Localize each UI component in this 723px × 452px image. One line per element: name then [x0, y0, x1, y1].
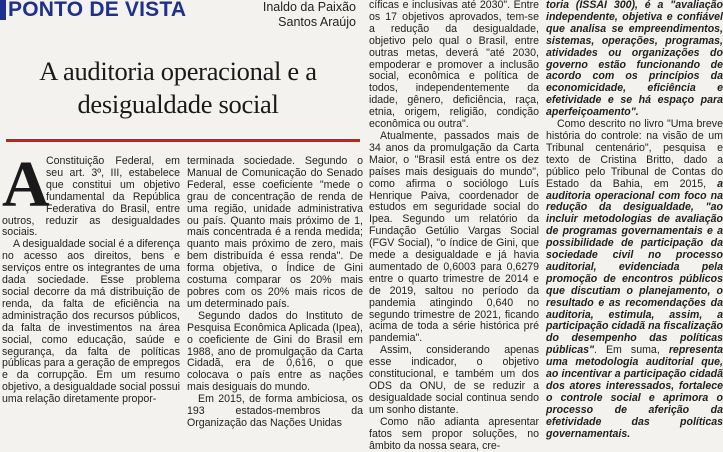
paragraph: Atualmente, passados mais de 34 anos da promulgação da Carta Maior, o "Brasil está entre os dez países mais desiguais do mundo", como afirma o sociólogo Luís Henrique Paiva, coordenador de estudos em seguridade social do Ipea. Segundo um relatório da Fundação Getúlio Vargas Social (FGV Social), "o índice de Gini, que mede a desigualdade e já havia aumentado de 0,6003 para 0,6279 entre o quarto trimestre de 2014 e de 2019, saltou no período da pandemia atingindo 0,640 no segundo trimestre de 2021, ficando acima de toda a série histórica pré pandemia".: [369, 129, 539, 345]
article-title: [14, 55, 342, 121]
paragraph: A desigualdade social é a diferença no acesso aos direitos, bens e serviços entre os integrantes de uma dada sociedade. Esse problema social decorre da má distribuição de renda, da falta de eficiência na administração dos recursos públicos, da falta de investimentos na área social, como educação, saúde e segurança, da falta de políticas públicas para a geração de empregos e da corrupção. Em um resumo objetivo, a desigualdade social possui uma relação diretamente propor-: [2, 238, 180, 406]
paragraph-emphasis: a auditoria operacional com foco na redução da desigualdade, "ao incluir metodologias de avaliação de programas governamentais e a possibilidade de participação da sociedade civil no processo auditorial, evidenciada pela promoção de encontros públicos que discutiam o planejamento, o resultado e as recomendações da auditoria, estimula, assim, a participação cidadã na fiscalização do desempenho das políticas públicas": [546, 177, 723, 357]
article-title-line1: A auditoria operacional e a: [39, 56, 317, 86]
paragraph: Como não adianta apresentar fatos sem propor soluções, no âmbito da nossa seara, cre-: [369, 415, 539, 452]
paragraph-emphasis: toria (ISSAI 300), é a "avaliação independente, objetiva e confiável que analisa se empreendimentos, sistemas, operações, programas, atividades ou organizações do governo estão funcionando de acordo com os princípios da economicidade, eficiência e efetividade e se há espaço para aperfeiçoamento".: [546, 0, 723, 119]
author-name-line2: Santos Araújo: [278, 15, 356, 29]
paragraph-emphasis: representa uma metodologia auditorial que, ao incentivar a participação cidadã dos atores interessados, fortalece o controle social e aprimora o processo de aferição da efetividade das políticas governamentais.: [546, 344, 723, 440]
paragraph: Em 2015, de forma ambiciosa, os 193 estados-membros da Organização das Nações Unidas: [187, 393, 363, 429]
text-column-1: [2, 148, 180, 406]
paragraph: [2, 148, 180, 239]
paragraph-text: Constituição Federal, em seu art. 3º, III, estabelece que constitui um objetivo fundamental da República Federativa do Brasil, entre outros, reduzir as desigualdades sociais.: [2, 155, 180, 239]
section-label: PONTO DE VISTA: [8, 0, 187, 21]
kicker-bar: [0, 0, 6, 20]
article-title-line2: desigualdade social: [77, 89, 279, 119]
text-column-2: [187, 155, 363, 429]
text-column-3: [369, 0, 539, 452]
paragraph: terminada sociedade. Segundo o Manual de Comunicação do Senado Federal, esse coeficiente "mede o grau de concentração de renda de uma região, unidade administrativa ou país. Quanto mais próximo de 1, mais concentrada é a renda medida; quanto mais próximo de zero, mais bem distribuída é essa renda". De forma objetiva, o Índice de Gini costuma comparar os 20% mais pobres com os 20% mais ricos de um determinado país.: [187, 155, 363, 310]
section-kicker: [0, 0, 232, 22]
paragraph: Segundo dados do Instituto de Pesquisa Econômica Aplicada (Ipea), o coeficiente de Gini do Brasil em 1988, ano de promulgação da Carta Cidadã, era de 0,616, o que colocava o país entre as nações mais desiguais do mundo.: [187, 309, 363, 394]
paragraph: Assim, considerando apenas esse indicador, o objetivo constitucional, e também um dos ODS da ONU, de se reduzir a desigualdade social continua sendo um sonho distante.: [369, 344, 539, 416]
author-byline: [246, 0, 356, 30]
paragraph: [546, 119, 723, 440]
paragraph-text: . Em suma,: [594, 344, 669, 357]
text-column-4: [546, 0, 723, 440]
paragraph-text: Como descrito no livro "Uma breve história do controle: na visão de um Tribunal centenário", pesquisa e texto de Cristina Britto, dado a público pelo Tribunal de Contas do Estado da Bahia, em 2015,: [546, 118, 723, 190]
drop-cap: A: [2, 148, 50, 221]
title-divider: [6, 139, 360, 142]
paragraph: cíficas e inclusivas até 2030". Entre os 17 objetivos aprovados, tem-se a redução da desigualdade, objetivo pelo qual o Brasil, entre outras metas, deverá "até 2030, empoderar e promover a inclusão social, econômica e política de todos, independentemente da idade, gênero, deficiência, raça, etnia, origem, religião, condição econômica ou outra".: [369, 0, 539, 131]
author-name-line1: Inaldo da Paixão: [262, 0, 356, 14]
